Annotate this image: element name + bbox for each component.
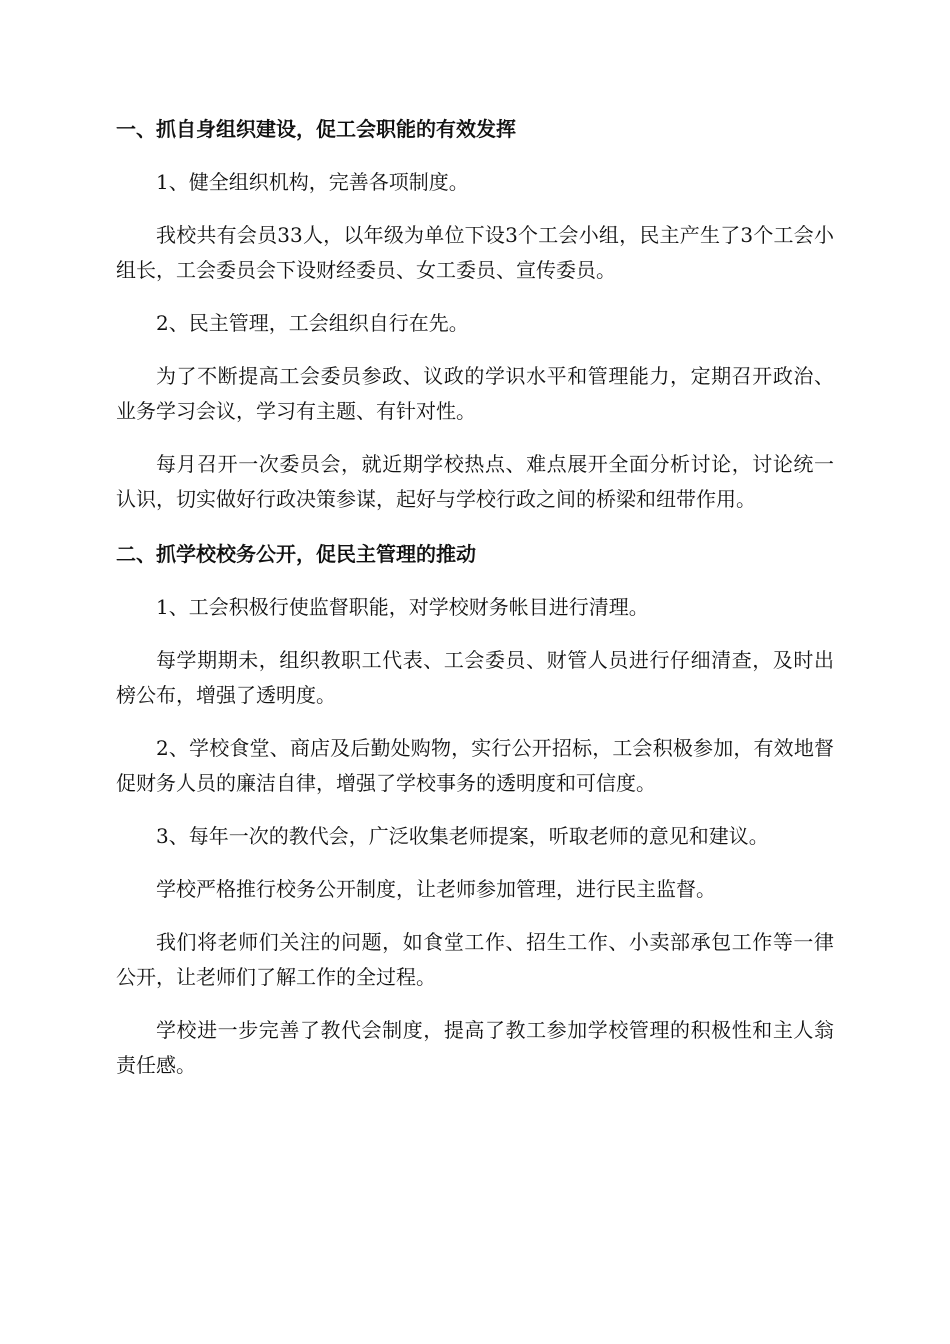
paragraph: 我们将老师们关注的问题，如食堂工作、招生工作、小卖部承包工作等一律公开，让老师们了解工作的全过程。 [116,930,834,989]
paragraph: 我校共有会员33人，以年级为单位下设3个工会小组，民主产生了3个工会小组长，工会委员会下设财经委员、女工委员、宣传委员。 [116,223,834,282]
section-heading-1: 一、抓自身组织建设，促工会职能的有效发挥 [116,117,516,141]
paragraph: 1、工会积极行使监督职能，对学校财务帐目进行清理。 [156,595,649,619]
section-heading-2: 二、抓学校校务公开，促民主管理的推动 [116,542,476,566]
paragraph: 2、学校食堂、商店及后勤处购物，实行公开招标，工会积极参加，有效地督促财务人员的廉洁自律，增强了学校事务的透明度和可信度。 [116,736,834,795]
paragraph: 学校严格推行校务公开制度，让老师参加管理，进行民主监督。 [156,877,716,901]
paragraph: 2、民主管理，工会组织自行在先。 [156,311,469,335]
paragraph: 每月召开一次委员会，就近期学校热点、难点展开全面分析讨论，讨论统一认识，切实做好行政决策参谋，起好与学校行政之间的桥梁和纽带作用。 [116,452,834,511]
paragraph: 为了不断提高工会委员参政、议政的学识水平和管理能力，定期召开政治、业务学习会议，学习有主题、有针对性。 [116,364,834,423]
paragraph: 3、每年一次的教代会，广泛收集老师提案，听取老师的意见和建议。 [156,824,769,848]
paragraph: 每学期期未，组织教职工代表、工会委员、财管人员进行仔细清查，及时出榜公布，增强了透明度。 [116,648,834,707]
paragraph: 学校进一步完善了教代会制度，提高了教工参加学校管理的积极性和主人翁责任感。 [116,1018,834,1077]
paragraph: 1、健全组织机构，完善各项制度。 [156,170,469,194]
document-body [116,112,834,1101]
